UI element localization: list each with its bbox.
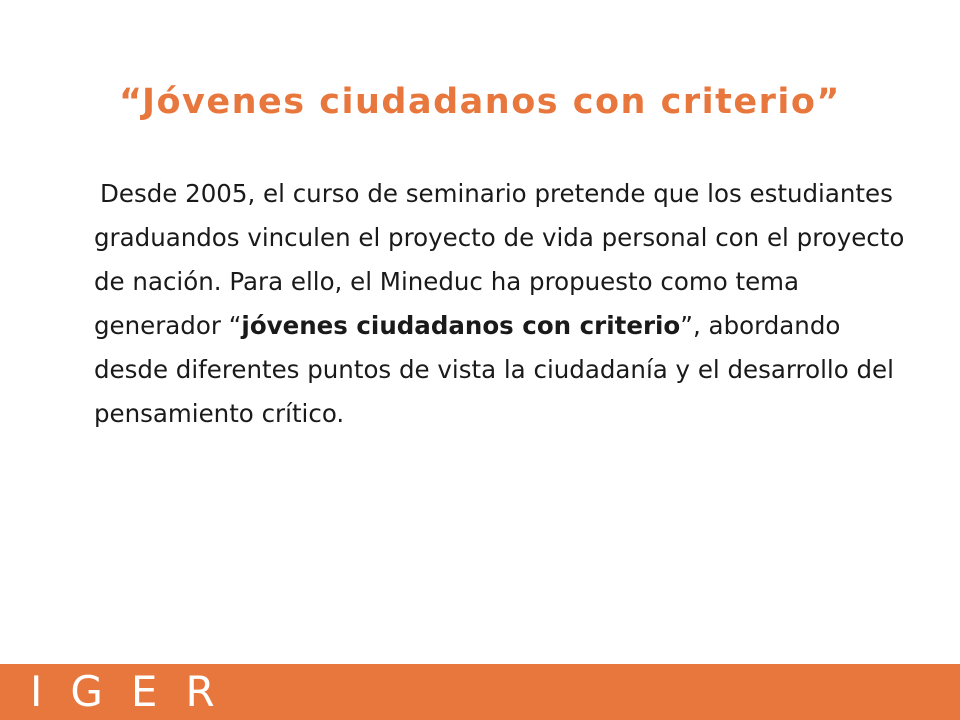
iger-logo: IGER bbox=[30, 667, 243, 716]
body-text-conclusion: ”, abordando desde diferentes puntos de vista la ciudadanía y el desarrollo del pensamiento crítico. bbox=[94, 311, 894, 428]
footer-bar bbox=[0, 664, 960, 720]
slide-title: “Jóvenes ciudadanos con criterio” bbox=[119, 82, 841, 122]
body-paragraph bbox=[94, 172, 920, 436]
body-bold-phrase: jóvenes ciudadanos con criterio bbox=[241, 311, 681, 340]
body-text-intro: Desde 2005, el curso de seminario pretende que los estudiantes graduandos vinculen el proyecto de vida personal con el proyecto de nación. Para ello, el Mineduc ha propuesto como tema generador “ bbox=[94, 179, 905, 340]
